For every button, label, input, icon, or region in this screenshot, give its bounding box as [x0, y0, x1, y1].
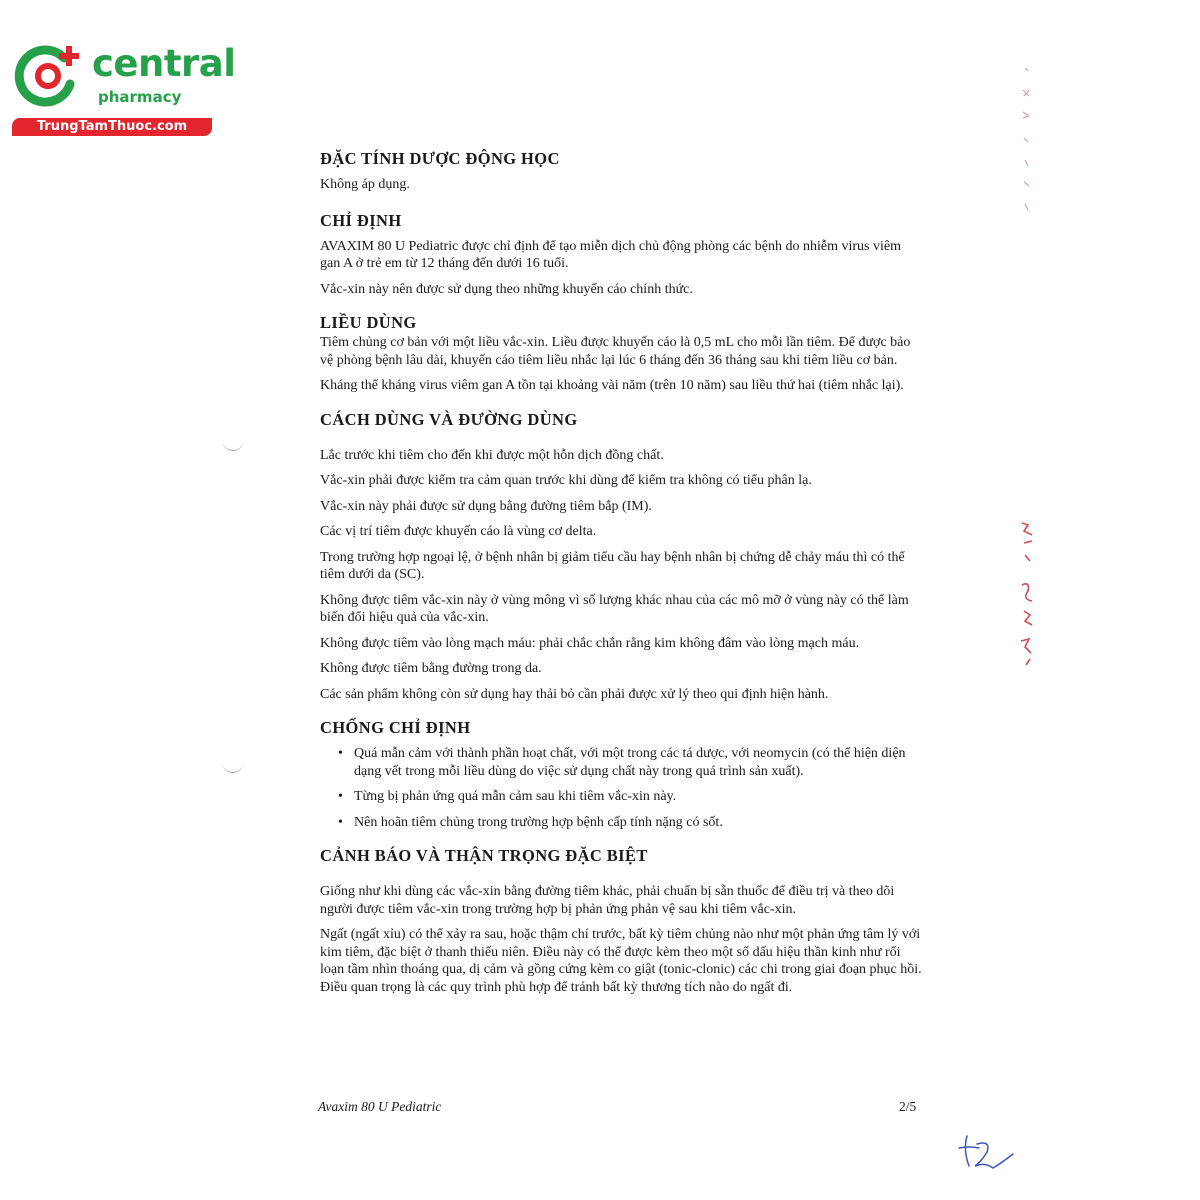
footer-product-name: Avaxim 80 U Pediatric: [318, 1099, 442, 1114]
paragraph: Trong trường hợp ngoại lệ, ở bệnh nhân bị giảm tiểu cầu hay bệnh nhân bị chứng dễ chảy máu thì có thể tiêm dưới da (SC).: [320, 549, 905, 582]
section-heading-indication: CHỈ ĐỊNH: [320, 210, 402, 230]
paragraph: Không được tiêm vào lòng mạch máu: phải chắc chắn rằng kim không đâm vào lòng mạch máu.: [320, 635, 860, 651]
logo-website: TrungTamThuoc.com: [12, 118, 212, 136]
logo-name: central: [92, 42, 236, 85]
paragraph: Tiêm chủng cơ bản với một liều vắc-xin. Liều được khuyến cáo là 0,5 mL cho mỗi lần tiêm. Để được bảo vệ phòng bệnh lâu dài, khuyến cáo tiêm liều nhắc lại lúc 6 tháng đến 36 tháng sau khi tiêm liều cơ bản.: [320, 335, 911, 368]
section-heading-dosage: LIỀU DÙNG: [320, 313, 417, 332]
page-number: 2/5: [899, 1099, 917, 1114]
paragraph: Các vị trí tiêm được khuyến cáo là vùng cơ delta.: [320, 524, 597, 539]
paragraph: AVAXIM 80 U Pediatric được chỉ định để tạo miễn dịch chủ động phòng các bệnh do nhiễm virus viêm gan A ở trẻ em từ 12 tháng đến dưới 16 tuổi.: [320, 238, 901, 271]
paragraph: Kháng thể kháng virus viêm gan A tồn tại khoảng vài năm (trên 10 năm) sau liều thứ hai (tiêm nhắc lại).: [320, 378, 904, 393]
paragraph: Ngất (ngất xỉu) có thể xảy ra sau, hoặc thậm chí trước, bất kỳ tiêm chủng nào như một phản ứng tâm lý với kim tiêm, đặc biệt ở thanh thiếu niên. Điều này có thể được kèm theo một số dấu hiệu thần kinh như rối loạn tầm nhìn thoáng qua, dị cảm và gồng cứng kèm co giật (tonic-clonic) các chi trong giai đoạn phục hồi. Điều quan trọng là các quy trình phù hợp để tránh bất kỳ thương tích nào do ngất đi.: [320, 927, 922, 995]
binder-mark: [222, 762, 244, 773]
paragraph: Giống như khi dùng các vắc-xin bằng đường tiêm khác, phải chuẩn bị sẵn thuốc để điều trị và theo dõi người được tiêm vắc-xin trong trường hợp bị phản ứng phản vệ sau khi tiêm vắc-xin.: [320, 884, 895, 917]
section-heading-contraindication: CHỐNG CHỈ ĐỊNH: [320, 718, 471, 737]
document-body: [320, 148, 924, 996]
paragraph: Vắc-xin này nên được sử dụng theo những khuyến cáo chính thức.: [320, 281, 693, 297]
signature-icon: [955, 1130, 1025, 1180]
list-item: • Quá mẫn cảm với thành phần hoạt chất, với một trong các tá dược, với neomycin (có thể hiện diện dạng vết trong mỗi liều dùng do việc sử dụng chất này trong quá trình sản xuất).: [320, 745, 924, 780]
margin-stamp-marks: [1010, 60, 1040, 220]
section-heading-administration: CÁCH DÙNG VÀ ĐƯỜNG DÙNG: [320, 409, 578, 429]
contraindication-list: [320, 745, 924, 831]
pharmacy-logo: [8, 38, 236, 138]
margin-handwriting-icon: [1012, 515, 1042, 675]
paragraph: Lắc trước khi tiêm cho đến khi được một hỗn dịch đồng chất.: [320, 447, 664, 463]
section-heading-warnings: CẢNH BÁO VÀ THẬN TRỌNG ĐẶC BIỆT: [320, 846, 648, 865]
paragraph: Không áp dụng.: [320, 177, 410, 192]
paragraph: Không được tiêm bằng đường trong da.: [320, 661, 542, 676]
logo-subtitle: pharmacy: [98, 88, 182, 106]
list-item: • Nên hoãn tiêm chủng trong trường hợp bệnh cấp tính nặng có sốt.: [320, 814, 924, 832]
section-heading-pharmacokinetics: ĐẶC TÍNH DƯỢC ĐỘNG HỌC: [320, 149, 560, 168]
central-pharmacy-logo-icon: [12, 40, 84, 112]
list-item: • Từng bị phản ứng quá mẫn cảm sau khi tiêm vắc-xin này.: [320, 788, 924, 806]
paragraph: Các sản phẩm không còn sử dụng hay thải bỏ cần phải được xử lý theo qui định hiện hành.: [320, 686, 829, 702]
binder-mark: [222, 440, 244, 451]
paragraph: Vắc-xin này phải được sử dụng bằng đường tiêm bắp (IM).: [320, 498, 652, 514]
paragraph: Không được tiêm vắc-xin này ở vùng mông vì số lượng khác nhau của các mô mỡ ở vùng này có thể làm biến đổi hiệu quả của vắc-xin.: [320, 592, 909, 625]
paragraph: Vắc-xin phải được kiểm tra cảm quan trước khi dùng để kiểm tra không có tiểu phân lạ.: [320, 473, 812, 488]
